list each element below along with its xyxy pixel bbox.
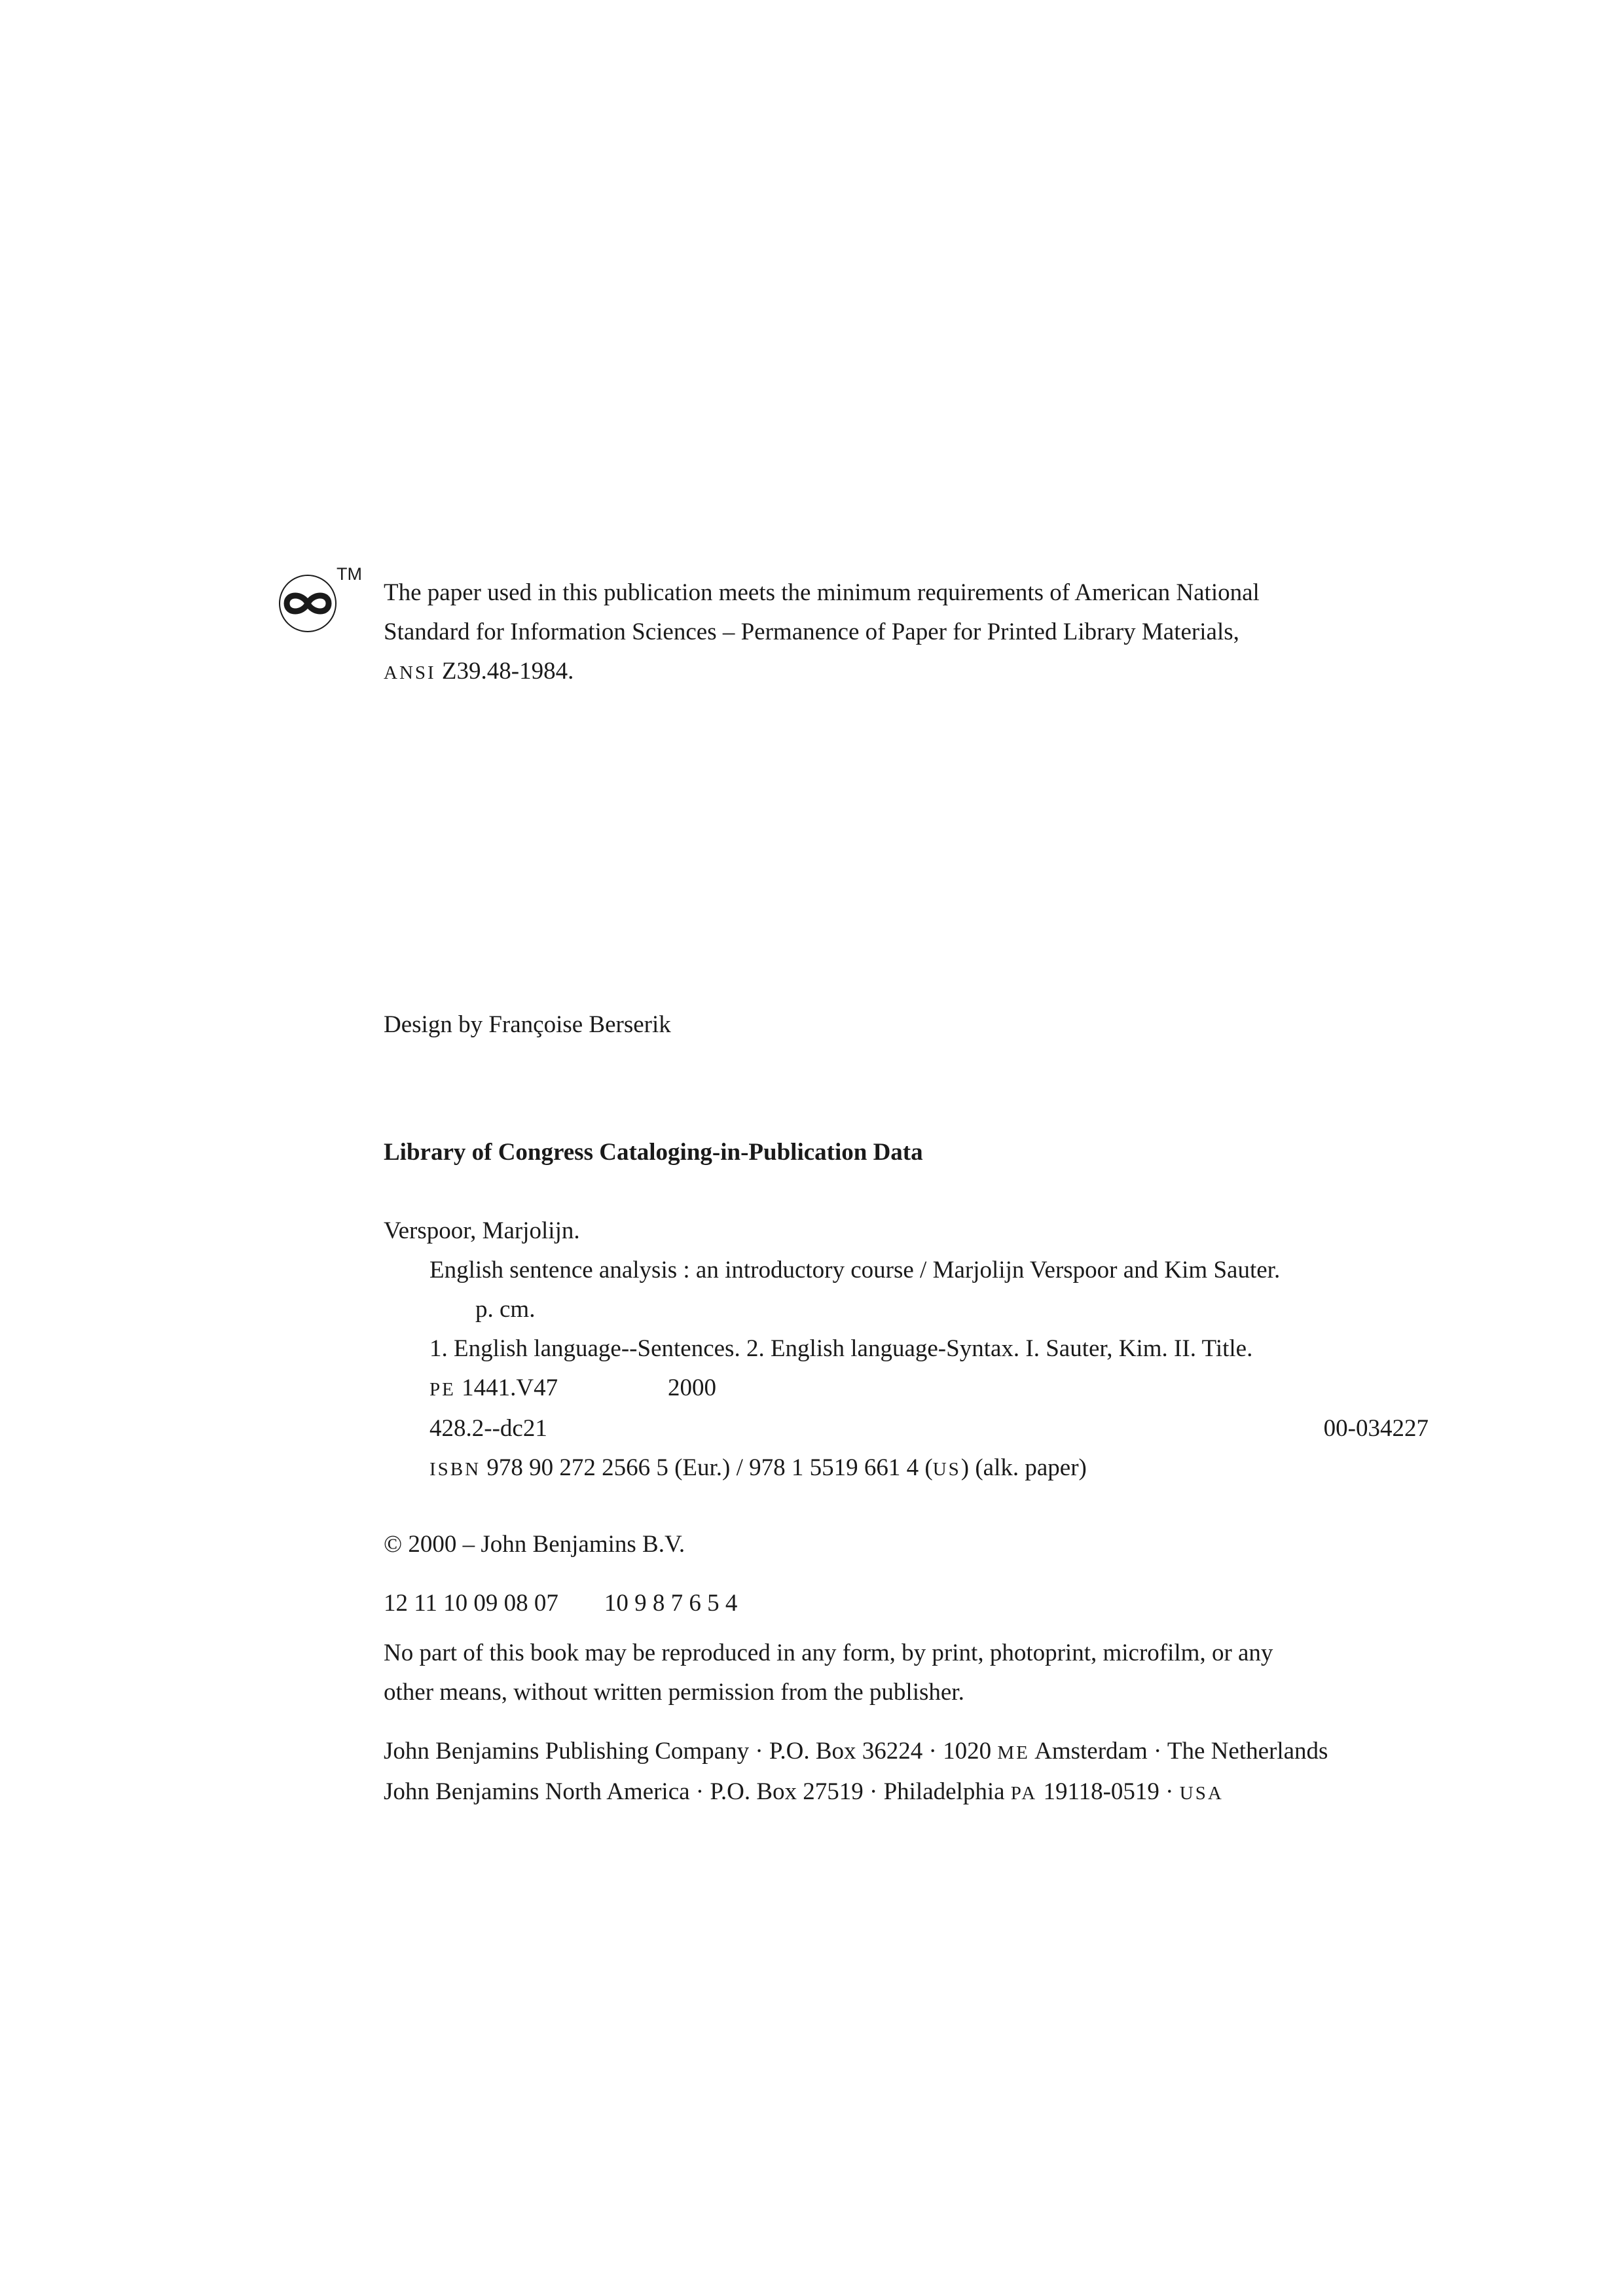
cip-author: Verspoor, Marjolijn.: [384, 1217, 580, 1244]
address-us-start: John Benjamins North America · P.O. Box 27519 · Philadelphia: [384, 1778, 1011, 1805]
address-us: [384, 1772, 1328, 1813]
cip-record: [384, 1211, 1429, 1489]
isbn-us-label: US: [932, 1459, 961, 1480]
ansi-label: ANSI: [384, 662, 436, 683]
cip-dewey-row: [384, 1409, 1429, 1448]
cip-physical: p. cm.: [475, 1296, 536, 1323]
standard-code: Z39.48-1984.: [441, 658, 574, 685]
infinity-circle-icon: [278, 573, 338, 634]
cip-subjects: 1. English language--Sentences. 2. English language-Syntax. I. Sauter, Kim. II. Title.: [429, 1335, 1253, 1362]
address-us-zip: 19118-0519 ·: [1037, 1778, 1180, 1805]
paper-notice-line-2: Standard for Information Sciences – Permanence of Paper for Printed Library Materials,: [384, 619, 1239, 645]
paper-notice-standard: [384, 652, 1260, 692]
address-us-state: PA: [1010, 1783, 1038, 1804]
dewey-number: 428.2--dc21: [429, 1415, 547, 1442]
address-europe: [384, 1732, 1328, 1772]
rights-line-1: No part of this book may be reproduced in any form, by print, photoprint, microfilm, or any: [384, 1640, 1273, 1666]
cip-lc-classification: [384, 1369, 1429, 1409]
printing-line: [384, 1584, 737, 1623]
lc-year: 2000: [668, 1374, 716, 1401]
isbn-suffix: ) (alk. paper): [960, 1454, 1087, 1481]
lc-number: 1441.V47: [462, 1374, 558, 1401]
isbn-main: 978 90 272 2566 5 (Eur.) / 978 1 5519 661 4 (: [486, 1454, 933, 1481]
printing-impressions: 10 9 8 7 6 5 4: [604, 1590, 738, 1617]
address-europe-code: ME: [997, 1742, 1030, 1763]
cip-isbn: [384, 1448, 1429, 1489]
cip-title: English sentence analysis : an introductory course / Marjolijn Verspoor and Kim Sauter.: [429, 1257, 1281, 1283]
paper-notice-line-1: The paper used in this publication meets the minimum requirements of American National: [384, 579, 1260, 606]
address-europe-start: John Benjamins Publishing Company · P.O. Box 36224 · 1020: [384, 1738, 998, 1765]
isbn-label: ISBN: [429, 1459, 481, 1480]
paper-permanence-notice: [384, 573, 1260, 692]
trademark-mark: TM: [337, 564, 362, 584]
address-europe-end: Amsterdam · The Netherlands: [1029, 1738, 1328, 1765]
printing-years: 12 11 10 09 08 07: [384, 1590, 558, 1617]
copyright-line: © 2000 – John Benjamins B.V.: [384, 1531, 685, 1558]
lc-control-number: 00-034227: [1323, 1415, 1429, 1442]
address-us-country: USA: [1179, 1783, 1224, 1804]
rights-notice: [384, 1634, 1273, 1712]
design-credit: Design by Françoise Berserik: [384, 1011, 671, 1038]
rights-line-2: other means, without written permission from the publisher.: [384, 1679, 964, 1706]
lc-prefix: PE: [429, 1379, 456, 1400]
cip-heading: Library of Congress Cataloging-in-Publication Data: [384, 1139, 923, 1166]
publisher-addresses: [384, 1732, 1328, 1813]
